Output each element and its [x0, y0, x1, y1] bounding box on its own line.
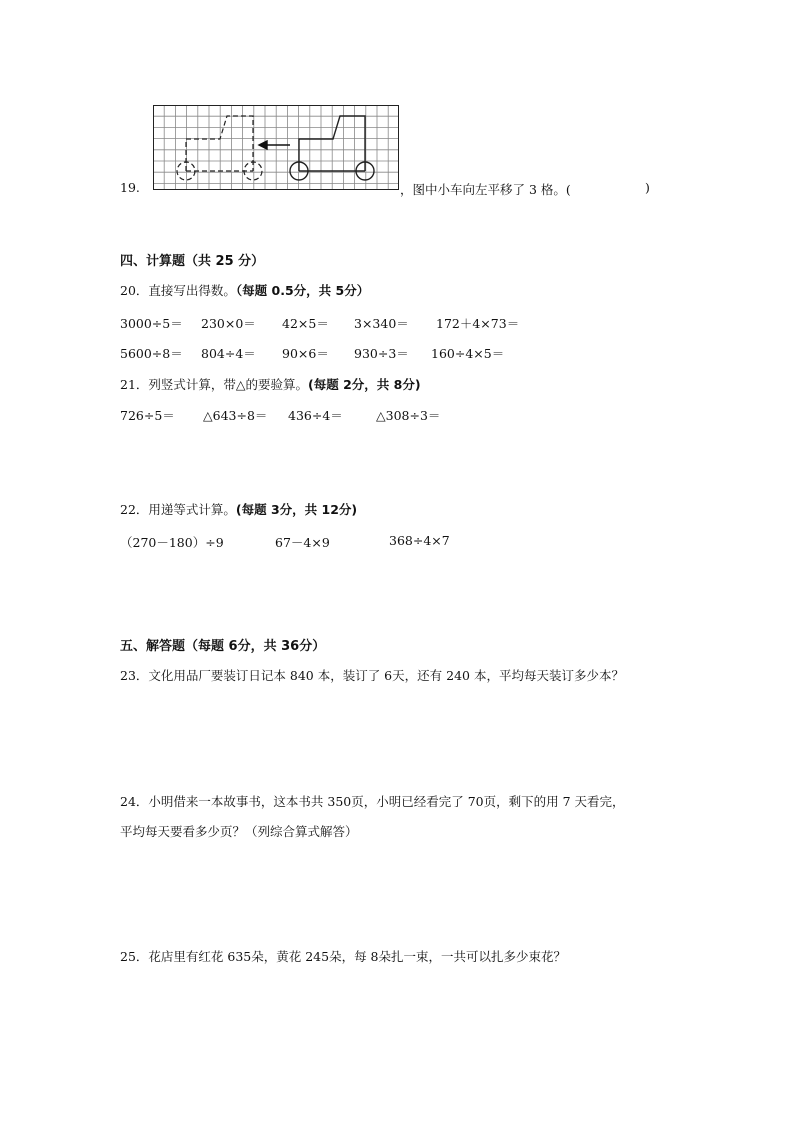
q21-score: (每题 2分，共 8分): [308, 377, 421, 392]
q20-item: 804÷4＝: [201, 346, 256, 361]
dashed-car-shape: [177, 116, 262, 180]
q20-score: （每题 0.5分，共 5分）: [235, 283, 370, 298]
q21-text: 21．列竖式计算，带△的要验算。: [120, 377, 309, 392]
q20-item: 172＋4×73＝: [436, 316, 520, 331]
q22-item: （270－180）÷9: [120, 535, 224, 550]
q21-item: △643÷8＝: [203, 408, 268, 423]
q22-header: [120, 500, 357, 518]
q20-item: 930÷3＝: [354, 346, 409, 361]
q22-text: 22．用递等式计算。: [120, 502, 236, 517]
section5-title: 五、解答题（每题 6分，共 36分）: [120, 639, 326, 654]
q19-number: 19.: [120, 180, 140, 195]
q22-item: 67－4×9: [275, 535, 330, 550]
q23-text: 23．文化用品厂要装订日记本 840 本，装订了 6天，还有 240 本，平均每天装订多少本？: [120, 668, 624, 683]
q22-score: (每题 3分，共 12分): [235, 502, 358, 517]
q25-text: 25．花店里有红花 635朵，黄花 245朵，每 8朵扎一束，一共可以扎多少束花？: [120, 949, 566, 964]
q20-text: 20．直接写出得数。: [120, 283, 236, 298]
q19-answer-close: ): [645, 180, 650, 195]
q20-item: 5600÷8＝: [120, 346, 183, 361]
q20-item: 42×5＝: [282, 316, 329, 331]
q24-line1: 24．小明借来一本故事书，这本书共 350页，小明已经看完了 70页，剩下的用 7 天看完，: [120, 794, 625, 809]
q20-header: [120, 281, 369, 299]
left-arrow-icon: [259, 141, 290, 149]
q24-line2: 平均每天要看多少页？（列综合算式解答）: [120, 824, 358, 839]
q20-item: 160÷4×5＝: [431, 346, 505, 361]
q20-item: 90×6＝: [282, 346, 329, 361]
q21-header: [120, 375, 421, 393]
q19-grid-figure: [153, 105, 399, 190]
q22-item: 368÷4×7: [389, 533, 450, 548]
q21-item: △308÷3＝: [376, 408, 441, 423]
q21-item: 726÷5＝: [120, 408, 175, 423]
q20-item: 3000÷5＝: [120, 316, 183, 331]
q19-question-text: ，图中小车向左平移了 3 格。(: [400, 182, 571, 197]
q20-item: 3×340＝: [354, 316, 409, 331]
section4-title: 四、计算题（共 25 分）: [120, 254, 265, 269]
q21-item: 436÷4＝: [288, 408, 343, 423]
q20-item: 230×0＝: [201, 316, 256, 331]
